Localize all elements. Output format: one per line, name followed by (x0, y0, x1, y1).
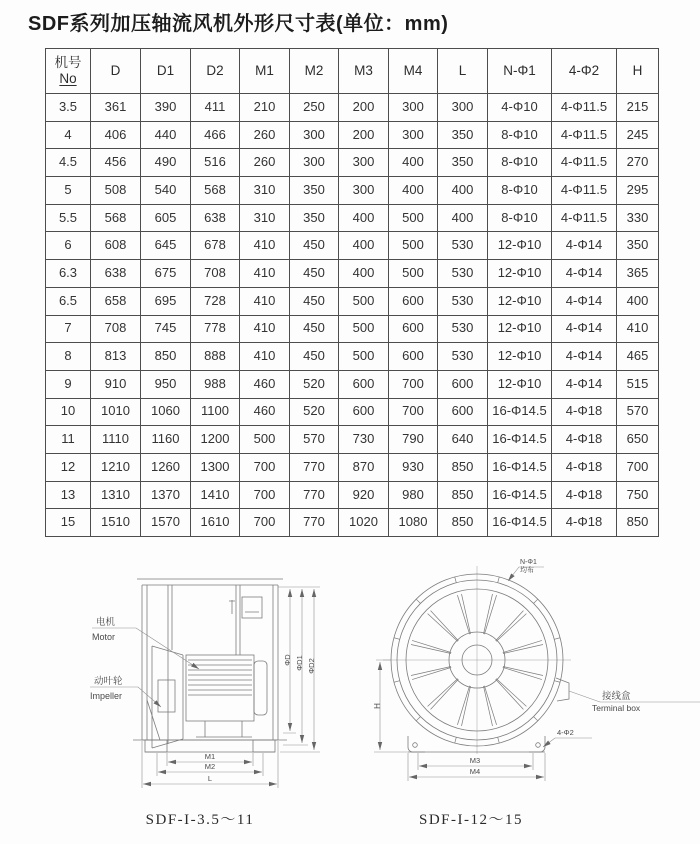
table-cell: 600 (339, 398, 389, 426)
table-row (46, 315, 659, 343)
table-cell: 870 (339, 453, 389, 481)
table-cell: 400 (339, 232, 389, 260)
table-cell: 12-Φ10 (488, 287, 552, 315)
table-cell: 515 (617, 370, 659, 398)
table-cell: 410 (240, 287, 290, 315)
table-cell: 6 (46, 232, 91, 260)
table-row (46, 260, 659, 288)
table-cell: 9 (46, 370, 91, 398)
table-cell: 570 (290, 426, 339, 454)
table-cell: 4-Φ11.5 (552, 121, 617, 149)
table-cell: 1210 (91, 453, 141, 481)
table-cell: 700 (240, 509, 290, 537)
dim-m2-label: M2 (204, 762, 216, 771)
table-cell: 850 (438, 453, 488, 481)
table-cell: 450 (290, 260, 339, 288)
table-cell: 456 (91, 149, 141, 177)
table-cell: 16-Φ14.5 (488, 426, 552, 454)
table-cell: 4-Φ11.5 (552, 149, 617, 177)
table-cell: 300 (438, 94, 488, 122)
table-cell: 530 (438, 287, 488, 315)
table-cell: 850 (617, 509, 659, 537)
table-cell: 16-Φ14.5 (488, 453, 552, 481)
dim-h-label: H (373, 703, 382, 709)
holes-callout-line1: N-Φ1 (520, 559, 537, 566)
table-cell: 4-Φ14 (552, 260, 617, 288)
table-cell: 1310 (91, 481, 141, 509)
table-row (46, 232, 659, 260)
table-cell: 770 (290, 453, 339, 481)
motor-label-en: Motor (92, 632, 116, 642)
table-cell: 1010 (91, 398, 141, 426)
table-cell: 350 (438, 121, 488, 149)
table-cell: 400 (438, 204, 488, 232)
table-cell: 1100 (191, 398, 240, 426)
table-cell: 450 (290, 343, 339, 371)
table-cell: 605 (141, 204, 191, 232)
table-cell: 12-Φ10 (488, 315, 552, 343)
table-cell: 600 (438, 370, 488, 398)
junction-box (242, 597, 262, 618)
table-row (46, 177, 659, 205)
table-row (46, 343, 659, 371)
table-cell: 540 (141, 177, 191, 205)
table-cell: 600 (389, 343, 438, 371)
terminal-label-cn: 接线盒 (602, 691, 631, 702)
table-cell: 310 (240, 204, 290, 232)
table-cell: 640 (438, 426, 488, 454)
table-cell: 745 (141, 315, 191, 343)
header-cell-h: H (617, 49, 659, 94)
table-cell: 950 (141, 370, 191, 398)
table-cell: 500 (339, 343, 389, 371)
table-cell: 13 (46, 481, 91, 509)
table-cell: 400 (389, 149, 438, 177)
table-row (46, 94, 659, 122)
header-machine-no-en: No (59, 71, 77, 86)
table-cell: 8-Φ10 (488, 121, 552, 149)
table-cell: 295 (617, 177, 659, 205)
header-cell-m3: M3 (339, 49, 389, 94)
impeller-shape (152, 646, 183, 748)
table-cell: 400 (617, 287, 659, 315)
dim-m1-label: M1 (204, 752, 216, 761)
table-cell: 4-Φ11.5 (552, 94, 617, 122)
table-cell: 570 (617, 398, 659, 426)
table-cell: 4-Φ18 (552, 481, 617, 509)
header-cell-machine-no (46, 49, 91, 94)
table-cell: 530 (438, 232, 488, 260)
table-cell: 520 (290, 370, 339, 398)
table-cell: 1260 (141, 453, 191, 481)
table-cell: 300 (290, 149, 339, 177)
table-cell: 390 (141, 94, 191, 122)
table-cell: 4-Φ14 (552, 343, 617, 371)
table-cell: 700 (617, 453, 659, 481)
dim-m4-label: M4 (469, 767, 481, 776)
dimensions-table (45, 48, 659, 537)
table-cell: 1200 (191, 426, 240, 454)
table-cell: 5 (46, 177, 91, 205)
table-cell: 350 (290, 204, 339, 232)
dim-phi-d-label: ΦD (283, 654, 292, 666)
table-cell: 700 (389, 398, 438, 426)
motor-label-cn: 电机 (96, 617, 116, 628)
table-cell: 600 (438, 398, 488, 426)
dim-l-label: L (207, 774, 213, 783)
table-cell: 300 (389, 94, 438, 122)
table-cell: 700 (389, 370, 438, 398)
holes-callout-line2: 均布 (520, 567, 534, 574)
table-cell: 4-Φ14 (552, 315, 617, 343)
table-header (46, 49, 659, 94)
table-cell: 675 (141, 260, 191, 288)
table-cell: 450 (290, 315, 339, 343)
table-cell: 678 (191, 232, 240, 260)
table-cell: 350 (438, 149, 488, 177)
front-view-centerlines (383, 566, 571, 754)
table-cell: 1110 (91, 426, 141, 454)
table-cell: 12-Φ10 (488, 260, 552, 288)
table-cell: 516 (191, 149, 240, 177)
table-cell: 600 (339, 370, 389, 398)
table-cell: 16-Φ14.5 (488, 398, 552, 426)
table-row (46, 370, 659, 398)
table-cell: 750 (617, 481, 659, 509)
table-cell: 4 (46, 121, 91, 149)
table-cell: 888 (191, 343, 240, 371)
table-cell: 12-Φ10 (488, 370, 552, 398)
table-cell: 500 (389, 204, 438, 232)
table-cell: 410 (240, 232, 290, 260)
table-cell: 490 (141, 149, 191, 177)
table-cell: 4-Φ10 (488, 94, 552, 122)
table-cell: 500 (389, 260, 438, 288)
table-cell: 406 (91, 121, 141, 149)
table-cell: 730 (339, 426, 389, 454)
table-cell: 400 (339, 260, 389, 288)
table-cell: 7 (46, 315, 91, 343)
table-cell: 440 (141, 121, 191, 149)
table-cell: 638 (91, 260, 141, 288)
impeller-label-en: Impeller (90, 691, 123, 701)
table-cell: 400 (438, 177, 488, 205)
header-cell-d: D (91, 49, 141, 94)
header-cell-m1: M1 (240, 49, 290, 94)
table-cell: 4-Φ14 (552, 232, 617, 260)
dim-phi-d2-label: ΦD2 (307, 658, 316, 674)
table-cell: 708 (191, 260, 240, 288)
table-cell: 530 (438, 315, 488, 343)
header-cell-m2: M2 (290, 49, 339, 94)
table-cell: 980 (389, 481, 438, 509)
table-body (46, 94, 659, 537)
header-cell-m4: M4 (389, 49, 438, 94)
table-cell: 1300 (191, 453, 240, 481)
table-cell: 350 (290, 177, 339, 205)
table-cell: 460 (240, 370, 290, 398)
table-cell: 4-Φ18 (552, 509, 617, 537)
table-cell: 4-Φ11.5 (552, 177, 617, 205)
table-cell: 12 (46, 453, 91, 481)
table-cell: 300 (339, 177, 389, 205)
table-cell: 270 (617, 149, 659, 177)
table-cell: 361 (91, 94, 141, 122)
table-cell: 530 (438, 343, 488, 371)
table-cell: 8-Φ10 (488, 149, 552, 177)
table-cell: 6.3 (46, 260, 91, 288)
table-cell: 778 (191, 315, 240, 343)
table-cell: 300 (339, 149, 389, 177)
dim-phi-d1-label: ΦD1 (295, 655, 304, 671)
terminal-label-en: Terminal box (592, 703, 641, 713)
table-cell: 700 (240, 481, 290, 509)
table-cell: 8-Φ10 (488, 177, 552, 205)
side-view-labels (90, 616, 316, 783)
table-cell: 1080 (389, 509, 438, 537)
table-cell: 411 (191, 94, 240, 122)
table-cell: 12-Φ10 (488, 232, 552, 260)
table-cell: 1410 (191, 481, 240, 509)
table-cell: 5.5 (46, 204, 91, 232)
table-cell: 1060 (141, 398, 191, 426)
table-cell: 850 (141, 343, 191, 371)
table-cell: 300 (290, 121, 339, 149)
table-cell: 466 (191, 121, 240, 149)
table-cell: 1510 (91, 509, 141, 537)
table-cell: 200 (339, 121, 389, 149)
table-cell: 770 (290, 509, 339, 537)
table-cell: 245 (617, 121, 659, 149)
table-cell: 11 (46, 426, 91, 454)
table-cell: 4-Φ11.5 (552, 204, 617, 232)
table-cell: 12-Φ10 (488, 343, 552, 371)
table-cell: 930 (389, 453, 438, 481)
table-cell: 410 (240, 343, 290, 371)
table-cell: 813 (91, 343, 141, 371)
table-cell: 770 (290, 481, 339, 509)
table-cell: 658 (91, 287, 141, 315)
table-cell: 10 (46, 398, 91, 426)
side-view-drawing (133, 579, 287, 752)
table-cell: 8 (46, 343, 91, 371)
table-cell: 300 (389, 121, 438, 149)
table-cell: 500 (389, 232, 438, 260)
table-cell: 350 (617, 232, 659, 260)
table-cell: 1610 (191, 509, 240, 537)
table-row (46, 121, 659, 149)
table-cell: 6.5 (46, 287, 91, 315)
header-cell-4-phi2: 4-Φ2 (552, 49, 617, 94)
table-cell: 460 (240, 398, 290, 426)
table-cell: 608 (91, 232, 141, 260)
table-cell: 1370 (141, 481, 191, 509)
table-cell: 988 (191, 370, 240, 398)
table-cell: 530 (438, 260, 488, 288)
table-cell: 1570 (141, 509, 191, 537)
table-cell: 695 (141, 287, 191, 315)
table-row (46, 149, 659, 177)
table-cell: 4-Φ14 (552, 287, 617, 315)
table-cell: 215 (617, 94, 659, 122)
table-cell: 15 (46, 509, 91, 537)
header-cell-l: L (438, 49, 488, 94)
table-cell: 4-Φ14 (552, 370, 617, 398)
table-cell: 250 (290, 94, 339, 122)
table-cell: 3.5 (46, 94, 91, 122)
table-row (46, 204, 659, 232)
table-cell: 365 (617, 260, 659, 288)
table-cell: 600 (389, 315, 438, 343)
table-cell: 16-Φ14.5 (488, 509, 552, 537)
table-cell: 465 (617, 343, 659, 371)
page-title: SDF系列加压轴流风机外形尺寸表(单位：mm) (28, 13, 449, 35)
table-cell: 16-Φ14.5 (488, 481, 552, 509)
technical-drawings (0, 540, 700, 804)
table-cell: 410 (617, 315, 659, 343)
table-cell: 410 (240, 315, 290, 343)
table-cell: 400 (339, 204, 389, 232)
table-cell: 790 (389, 426, 438, 454)
corner-holes-callout: 4-Φ2 (557, 728, 574, 737)
table-row (46, 426, 659, 454)
table-cell: 920 (339, 481, 389, 509)
table-cell: 4.5 (46, 149, 91, 177)
table-cell: 910 (91, 370, 141, 398)
table-cell: 200 (339, 94, 389, 122)
dim-m3-label: M3 (469, 756, 481, 765)
header-cell-d2: D2 (191, 49, 240, 94)
table-cell: 400 (389, 177, 438, 205)
drawings-svg (0, 540, 700, 804)
header-cell-d1: D1 (141, 49, 191, 94)
table-row (46, 287, 659, 315)
table-cell: 330 (617, 204, 659, 232)
left-drawing-caption: SDF-I-3.5～11 (145, 812, 255, 828)
table-cell: 708 (91, 315, 141, 343)
header-cell-n-phi1: N-Φ1 (488, 49, 552, 94)
table-cell: 210 (240, 94, 290, 122)
table-cell: 260 (240, 121, 290, 149)
impeller-label-cn: 动叶轮 (94, 676, 123, 687)
table-cell: 728 (191, 287, 240, 315)
table-cell: 850 (438, 509, 488, 537)
table-cell: 508 (91, 177, 141, 205)
table-cell: 568 (191, 177, 240, 205)
table-row (46, 398, 659, 426)
table-cell: 650 (617, 426, 659, 454)
table-cell: 4-Φ18 (552, 426, 617, 454)
table-cell: 568 (91, 204, 141, 232)
table-row (46, 453, 659, 481)
table-cell: 520 (290, 398, 339, 426)
table-row (46, 481, 659, 509)
table-cell: 1160 (141, 426, 191, 454)
front-view-drawing (391, 574, 569, 752)
table-cell: 450 (290, 232, 339, 260)
table-row (46, 509, 659, 537)
table-cell: 600 (389, 287, 438, 315)
table-cell: 410 (240, 260, 290, 288)
table-cell: 500 (339, 287, 389, 315)
right-drawing-caption: SDF-I-12～15 (418, 812, 523, 828)
table-cell: 260 (240, 149, 290, 177)
table-cell: 700 (240, 453, 290, 481)
table-cell: 645 (141, 232, 191, 260)
table-cell: 310 (240, 177, 290, 205)
table-cell: 850 (438, 481, 488, 509)
table-cell: 500 (240, 426, 290, 454)
table-cell: 4-Φ18 (552, 453, 617, 481)
table-cell: 638 (191, 204, 240, 232)
table-cell: 500 (339, 315, 389, 343)
table-cell: 4-Φ18 (552, 398, 617, 426)
table-cell: 1020 (339, 509, 389, 537)
header-machine-no-cn: 机号 (54, 55, 82, 71)
table-header-row (46, 49, 659, 94)
table-cell: 450 (290, 287, 339, 315)
table-cell: 8-Φ10 (488, 204, 552, 232)
